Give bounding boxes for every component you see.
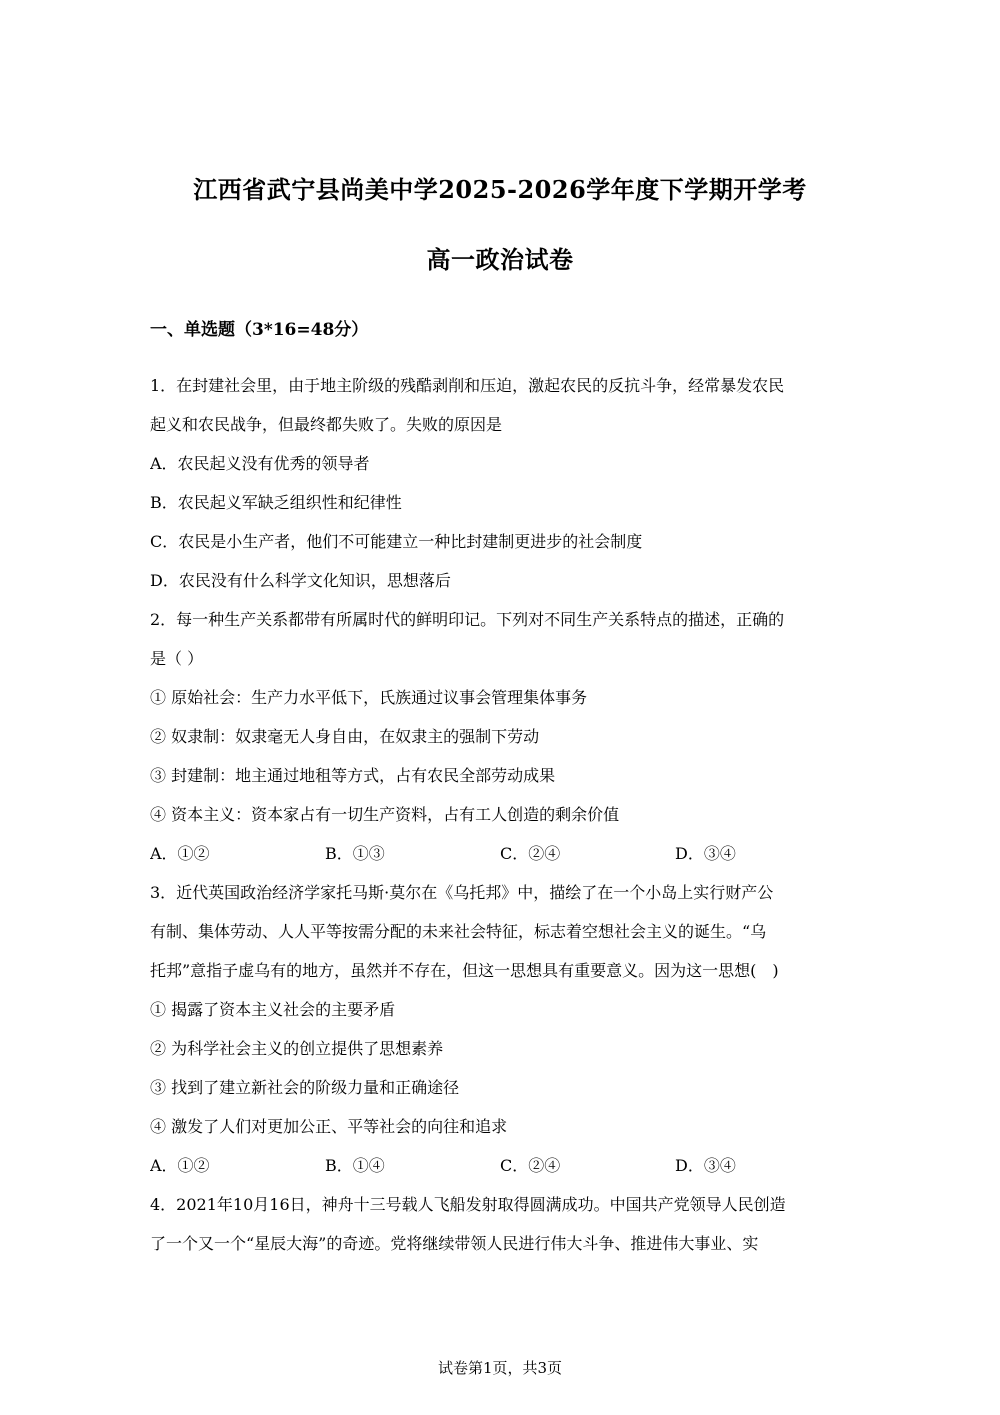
question-list [150, 366, 850, 1263]
answer-option-a: A．农民起义没有优秀的领导者 [150, 454, 370, 473]
statement-item: ① 揭露了资本主义社会的主要矛盾 [150, 1000, 396, 1019]
question-stem-line: 有制、集体劳动、人人平等按需分配的未来社会特征，标志着空想社会主义的诞生。“乌 [150, 922, 767, 941]
question-stem-line: 4．2021年10月16日，神舟十三号载人飞船发射取得圆满成功。中国共产党领导人民创造 [150, 1195, 786, 1214]
answer-option-b: B．农民起义军缺乏组织性和纪律性 [150, 493, 402, 512]
question-1 [150, 366, 850, 600]
answer-options-row [150, 834, 850, 873]
answer-option-d: D．③④ [675, 844, 736, 863]
question-4 [150, 1185, 850, 1263]
exam-subtitle: 高一政治试卷 [426, 245, 574, 274]
question-stem-line: 了一个又一个“星辰大海”的奇迹。党将继续带领人民进行伟大斗争、推进伟大事业、实 [150, 1234, 759, 1253]
statement-item: ② 奴隶制：奴隶毫无人身自由，在奴隶主的强制下劳动 [150, 727, 540, 746]
statement-item: ③ 找到了建立新社会的阶级力量和正确途径 [150, 1078, 460, 1097]
question-stem-line: 是（ ） [150, 649, 204, 668]
answer-option-b: B．①④ [325, 1156, 385, 1175]
answer-option-b: B．①③ [325, 844, 385, 863]
question-stem-line: 起义和农民战争，但最终都失败了。失败的原因是 [150, 415, 503, 434]
answer-options-row [150, 1146, 850, 1185]
answer-option-c: C．②④ [500, 1156, 561, 1175]
answer-option-a: A．①② [150, 844, 210, 863]
question-stem-line: 1．在封建社会里，由于地主阶级的残酷剥削和压迫，激起农民的反抗斗争，经常暴发农民 [150, 376, 785, 395]
question-stem-line: 3．近代英国政治经济学家托马斯·莫尔在《乌托邦》中，描绘了在一个小岛上实行财产公 [150, 883, 774, 902]
answer-option-d: D．③④ [675, 1156, 736, 1175]
section-heading: 一、单选题（3*16=48分） [150, 320, 369, 340]
statement-item: ④ 激发了人们对更加公正、平等社会的向往和追求 [150, 1117, 508, 1136]
question-stem-line: 2．每一种生产关系都带有所属时代的鲜明印记。下列对不同生产关系特点的描述，正确的 [150, 610, 785, 629]
statement-item: ④ 资本主义：资本家占有一切生产资料，占有工人创造的剩余价值 [150, 805, 620, 824]
exam-title: 江西省武宁县尚美中学2025-2026学年度下学期开学考 [193, 175, 807, 204]
statement-item: ③ 封建制：地主通过地租等方式，占有农民全部劳动成果 [150, 766, 556, 785]
answer-option-c: C．②④ [500, 844, 561, 863]
page-footer: 试卷第1页，共3页 [437, 1359, 563, 1377]
answer-option-d: D．农民没有什么科学文化知识，思想落后 [150, 571, 451, 590]
question-2 [150, 600, 850, 873]
question-stem-line: 托邦”意指子虚乌有的地方，虽然并不存在，但这一思想具有重要意义。因为这一思想( ) [150, 961, 779, 980]
answer-option-c: C．农民是小生产者，他们不可能建立一种比封建制更进步的社会制度 [150, 532, 643, 551]
answer-option-a: A．①② [150, 1156, 210, 1175]
statement-item: ① 原始社会：生产力水平低下，氏族通过议事会管理集体事务 [150, 688, 588, 707]
question-3 [150, 873, 850, 1185]
statement-item: ② 为科学社会主义的创立提供了思想素养 [150, 1039, 444, 1058]
